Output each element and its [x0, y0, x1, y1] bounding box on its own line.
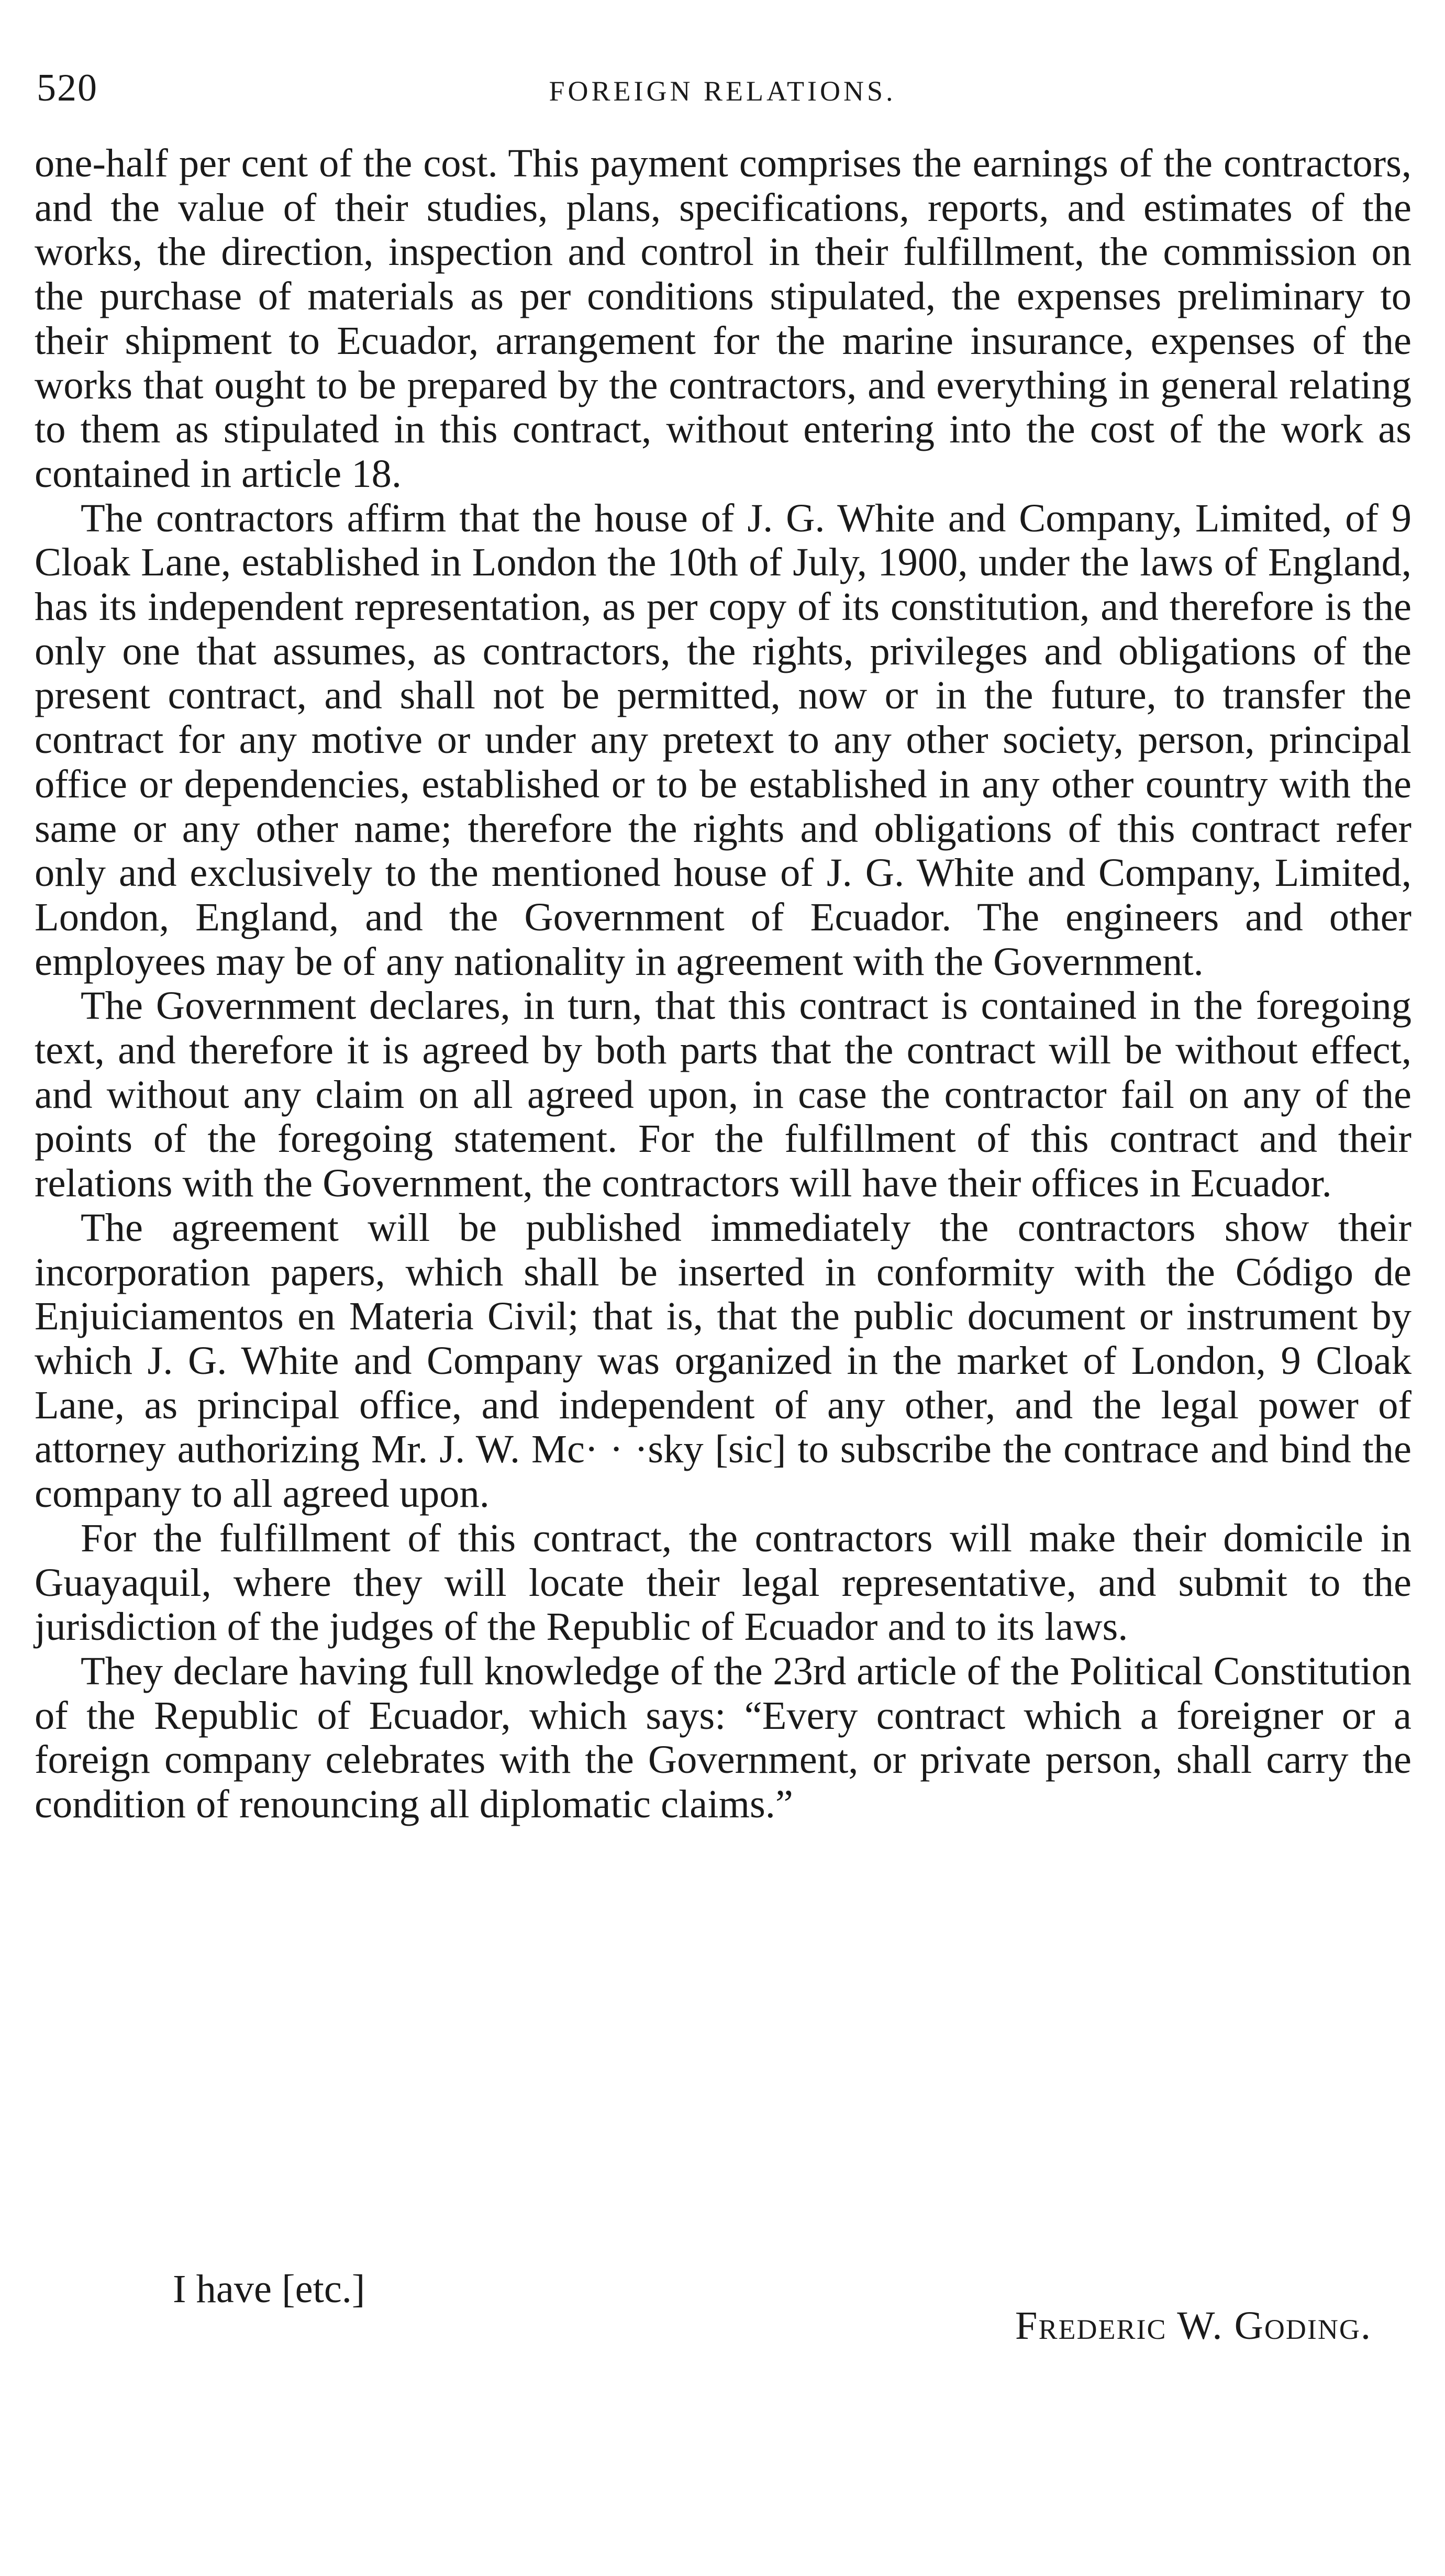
- page-header: [37, 62, 1408, 114]
- paragraph-contractors-affirm: The contractors affirm that the house of J. G. White and Company, Limited, of 9 Cloak Lane, established in London the 10th of July, 1900, under the laws of England, has its independent representation, as per copy of its constitution, and therefore is the only one that assumes, as contractors, the rights, privileges and obligations of the present contract, and shall not be permitted, now or in the future, to transfer the contract for any motive or under any pretext to any other society, person, principal office or dependencies, established or to be established in any other country with the same or any other name; therefore the rights and obligations of this contract refer only and exclusively to the mentioned house of J. G. White and Company, Limited, London, England, and the Government of Ecuador. The engineers and other employees may be of any nationality in agreement with the Government.: [35, 495, 1411, 984]
- paragraph-agreement-published: The agreement will be published immediately the contractors show their incorporation papers, which shall be inserted in conformity with the Código de Enjuiciamentos en Materia Civil; that is, that the public document or instrument by which J. G. White and Company was organized in the market of London, 9 Cloak Lane, as principal office, and independent of any other, and the legal power of attorney authorizing Mr. J. W. Mc· · ·sky [sic] to subscribe the contrace and bind the company to all agreed upon.: [35, 1205, 1411, 1516]
- signature: Frederic W. Goding.: [1015, 2303, 1372, 2348]
- paragraph-continued: one-half per cent of the cost. This payment comprises the earnings of the contractors, and the value of their studies, plans, specifications, reports, and estimates of the works, the direction, inspection and control in their fulfillment, the commission on the purchase of materials as per conditions stipulated, the expenses preliminary to their shipment to Ecuador, arrangement for the marine insurance, expenses of the works that ought to be prepared by the contractors, and everything in general relating to them as stipulated in this contract, without entering into the cost of the work as contained in article 18.: [35, 141, 1411, 496]
- paragraph-constitution-article: They declare having full knowledge of the 23rd article of the Political Constitution of the Republic of Ecuador, which says: “Every contract which a foreigner or a foreign company celebrates with the Government, or private person, shall carry the condition of renouncing all diplomatic claims.”: [35, 1648, 1411, 1827]
- body-text: [35, 141, 1411, 1827]
- paragraph-government-declares: The Government declares, in turn, that this contract is contained in the foregoing text, and therefore it is agreed by both parts that the contract will be without effect, and without any claim on all agreed upon, in case the contractor fail on any of the points of the foregoing statement. For the fulfillment of this contract and their relations with the Government, the contractors will have their offices in Ecuador.: [35, 983, 1411, 1206]
- paragraph-domicile: For the fulfillment of this contract, the contractors will make their domicile in Guayaquil, where they will locate their legal representative, and submit to the jurisdiction of the judges of the Republic of Ecuador and to its laws.: [35, 1515, 1411, 1649]
- page-number: 520: [37, 66, 98, 109]
- running-head: FOREIGN RELATIONS.: [549, 75, 896, 107]
- closing-line: I have [etc.]: [173, 2267, 365, 2311]
